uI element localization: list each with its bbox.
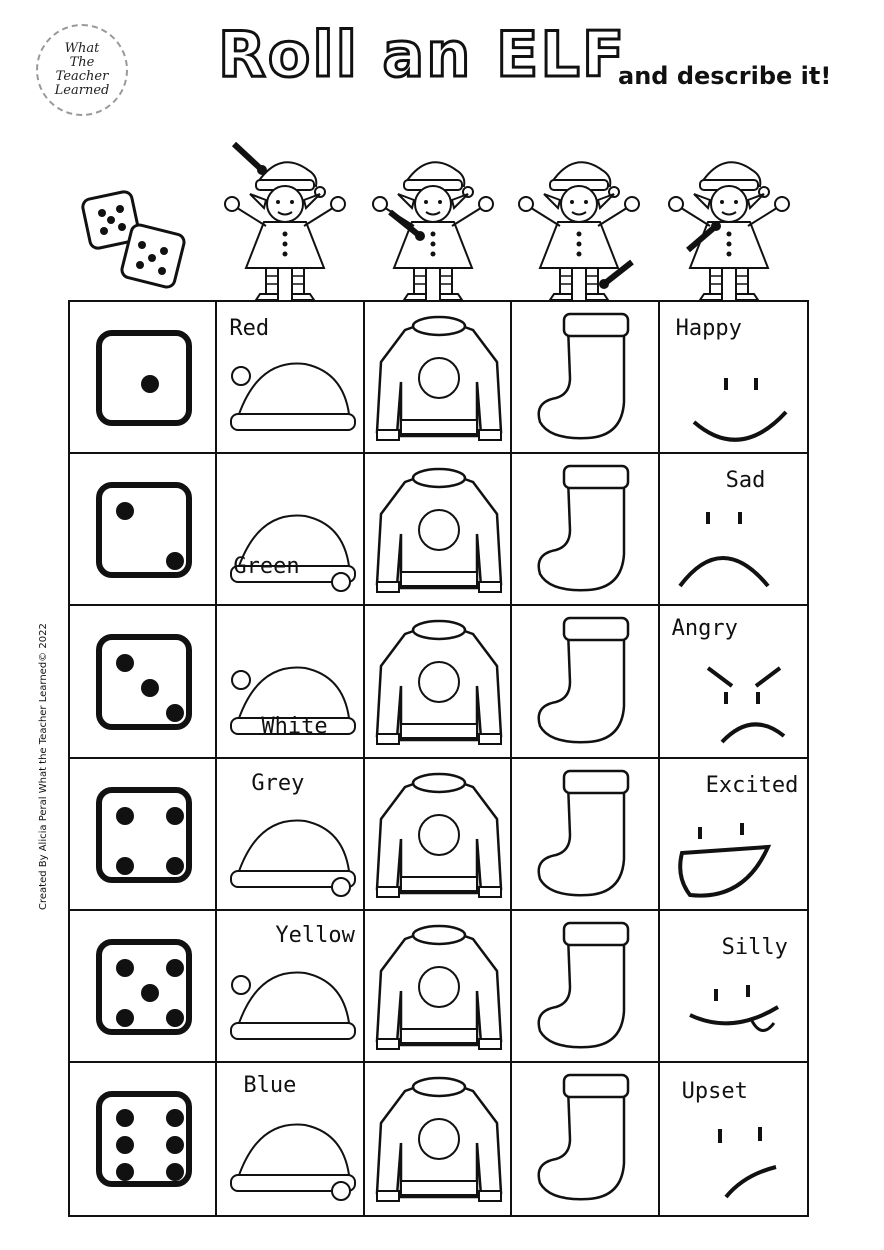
arrow-icon — [415, 231, 425, 241]
stocking-cell — [512, 1063, 659, 1215]
stocking-cell — [512, 759, 659, 911]
die-cell — [70, 759, 217, 911]
die-face-icon — [96, 634, 192, 730]
pip — [116, 502, 134, 520]
emotion-label: Happy — [675, 316, 742, 341]
hat-color-label: Yellow — [275, 922, 355, 948]
hat-cell — [217, 1063, 364, 1215]
sweater-icon — [365, 1063, 512, 1215]
die-face-icon — [96, 482, 192, 578]
die-cell — [70, 911, 217, 1063]
stocking-cell — [512, 606, 659, 758]
emotion-label: Sad — [725, 468, 766, 494]
arrow-icon — [711, 221, 721, 231]
pip — [116, 1163, 134, 1181]
pip — [166, 857, 184, 875]
pip — [116, 857, 134, 875]
pip — [116, 1109, 134, 1127]
die-cell — [70, 454, 217, 606]
stocking-icon — [512, 759, 659, 911]
emotion-cell — [660, 911, 807, 1063]
dice-pair-icon — [80, 185, 190, 295]
hat-color-label: Red — [229, 316, 270, 341]
stocking-icon — [512, 454, 659, 606]
sweater-icon — [365, 759, 512, 911]
stocking-icon — [512, 1063, 659, 1215]
sweater-cell — [365, 606, 512, 758]
arrow-icon — [599, 279, 609, 289]
roll-table — [68, 300, 809, 1217]
emotion-cell — [660, 302, 807, 454]
hat-cell — [217, 911, 364, 1063]
sweater-cell — [365, 759, 512, 911]
pip — [166, 1163, 184, 1181]
emotion-cell — [660, 606, 807, 758]
hat-color-label: Blue — [243, 1072, 297, 1098]
emotion-label: Upset — [681, 1078, 748, 1104]
pip — [116, 654, 134, 672]
hat-color-label: White — [261, 714, 328, 740]
emotion-label: Silly — [721, 934, 788, 960]
die-cell — [70, 606, 217, 758]
die-face-icon — [96, 787, 192, 883]
stocking-icon — [512, 606, 659, 758]
stocking-icon — [512, 911, 659, 1063]
pip — [141, 679, 159, 697]
arrow-icon — [257, 165, 267, 175]
die-cell — [70, 1063, 217, 1215]
emotion-label: Angry — [671, 616, 738, 642]
pip — [116, 1136, 134, 1154]
pip — [166, 1009, 184, 1027]
pip — [166, 1109, 184, 1127]
sweater-cell — [365, 454, 512, 606]
die-cell — [70, 302, 217, 454]
logo — [36, 24, 128, 116]
pip — [141, 375, 159, 393]
sweater-icon — [365, 911, 512, 1063]
die-face-icon — [96, 1091, 192, 1187]
sweater-icon — [365, 606, 512, 758]
sweater-icon — [365, 454, 512, 606]
logo-line-3: Teacher — [55, 69, 109, 84]
elf-illustration-1 — [220, 140, 350, 300]
logo-line-1: What — [64, 41, 100, 56]
emotion-cell — [660, 759, 807, 911]
stocking-cell — [512, 454, 659, 606]
pip — [116, 807, 134, 825]
pip — [166, 704, 184, 722]
elf-illustration-2 — [368, 140, 498, 300]
pip — [166, 807, 184, 825]
emotion-label: Excited — [705, 772, 799, 798]
pip — [116, 1009, 134, 1027]
emotion-cell — [660, 1063, 807, 1215]
sweater-icon — [365, 302, 512, 454]
credit-line: Created By Alicia Peral What the Teacher Learned© 2022 — [38, 623, 49, 910]
elf-illustration-4 — [664, 140, 794, 300]
hat-color-label: Green — [233, 554, 300, 580]
sweater-cell — [365, 302, 512, 454]
hat-cell — [217, 759, 364, 911]
hat-icon — [217, 454, 364, 606]
page-title: Roll an ELF — [218, 18, 627, 91]
logo-line-4: Learned — [54, 83, 110, 98]
pip — [166, 552, 184, 570]
pip — [166, 959, 184, 977]
hat-cell — [217, 606, 364, 758]
stocking-icon — [512, 302, 659, 454]
pip — [116, 959, 134, 977]
stocking-cell — [512, 302, 659, 454]
hat-cell — [217, 454, 364, 606]
stocking-cell — [512, 911, 659, 1063]
pip — [141, 984, 159, 1002]
hat-cell — [217, 302, 364, 454]
pip — [166, 1136, 184, 1154]
emotion-face-icon — [660, 911, 807, 1063]
die-face-icon — [96, 939, 192, 1035]
hat-color-label: Grey — [251, 770, 305, 796]
sweater-cell — [365, 1063, 512, 1215]
emotion-cell — [660, 454, 807, 606]
die-face-icon — [96, 330, 192, 426]
sweater-cell — [365, 911, 512, 1063]
page-subtitle: and describe it! — [618, 62, 832, 90]
elf-illustration-3 — [514, 140, 644, 300]
logo-line-2: The — [69, 55, 95, 70]
